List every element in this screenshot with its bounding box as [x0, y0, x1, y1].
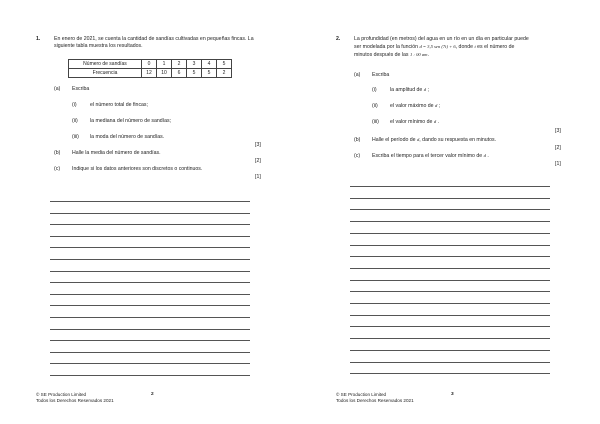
- table-cell: 10: [157, 69, 172, 78]
- part-b-marks: [2]: [255, 158, 261, 164]
- variable-d: d: [435, 103, 438, 108]
- answer-line: [50, 375, 250, 376]
- table-cell: 6: [172, 69, 187, 78]
- table-cell: 5: [217, 60, 232, 69]
- part-ai-text: el número total de fincas;: [90, 102, 148, 108]
- answer-line: [350, 373, 550, 374]
- answer-line: [50, 305, 250, 306]
- part-b-text: Halle la media del número de sandías.: [72, 150, 161, 156]
- answer-line: [350, 350, 550, 351]
- part-b-marks: [2]: [555, 145, 561, 151]
- answer-line: [350, 362, 550, 363]
- part-a-label: (a): [354, 72, 361, 78]
- part-aiii-label: (iii): [372, 119, 379, 125]
- part-a-marks: [3]: [555, 128, 561, 134]
- question-1-number: 1.: [36, 36, 41, 42]
- part-a-label: (a): [54, 86, 61, 92]
- answer-line: [50, 247, 250, 248]
- table-cell: 12: [142, 69, 157, 78]
- answer-line: [350, 198, 550, 199]
- answer-line: [350, 233, 550, 234]
- answer-line: [50, 224, 250, 225]
- intro-text: ser modelada por la función: [354, 44, 419, 50]
- part-aiii-text: [390, 119, 439, 126]
- right-page: [300, 0, 600, 424]
- footer-copyright: © SE Production Limited: [36, 392, 87, 397]
- table-row: [69, 60, 232, 69]
- part-b-label: (b): [54, 150, 61, 156]
- part-aii-text: la mediana del número de sandías;: [90, 118, 172, 124]
- answer-line: [50, 201, 250, 202]
- time-value: 1 : 00 am: [409, 52, 428, 57]
- variable-t: t: [474, 44, 476, 49]
- answer-line: [50, 329, 250, 330]
- table-cell: 5: [202, 69, 217, 78]
- part-ai-label: (i): [72, 102, 77, 108]
- answer-line: [350, 291, 550, 292]
- part-c-label: (c): [54, 166, 61, 172]
- variable-d: d: [417, 137, 420, 142]
- question-2-intro-line1: La profundidad (en metros) del agua en un río en un día en particular puede: [354, 36, 529, 42]
- intro-text: es el número de: [477, 44, 515, 50]
- table-cell: 4: [202, 60, 217, 69]
- intro-text: .: [427, 52, 429, 58]
- text: ;: [438, 103, 441, 109]
- answer-line: [350, 315, 550, 316]
- table-cell: 2: [172, 60, 187, 69]
- answer-line: [50, 271, 250, 272]
- variable-d: d: [423, 87, 427, 92]
- answer-line: [350, 256, 550, 257]
- text: la amplitud de: [390, 87, 423, 93]
- question-2-intro-line2: [354, 44, 514, 51]
- answer-line: [350, 326, 550, 327]
- part-aii-text: [390, 103, 440, 110]
- part-aii-label: (ii): [372, 103, 378, 109]
- footer-rights: Todos los Derechos Reservados 2021: [36, 398, 114, 403]
- footer-rights: Todos los Derechos Reservados 2021: [336, 398, 414, 403]
- page-number: 2: [151, 392, 154, 397]
- part-c-label: (c): [354, 153, 361, 159]
- part-a-text: Escriba: [372, 72, 390, 78]
- part-c-text: Indique si los datos anteriores son discretos o continuos.: [72, 166, 203, 172]
- answer-line: [50, 352, 250, 353]
- text: el valor mínimo de: [390, 119, 433, 125]
- table-cell: 1: [157, 60, 172, 69]
- answer-line: [50, 259, 250, 260]
- answer-line: [350, 338, 550, 339]
- intro-text: minutos después de las: [354, 52, 409, 58]
- part-aii-label: (ii): [72, 118, 78, 124]
- question-2-intro-line3: [354, 52, 429, 59]
- answer-line: [50, 363, 250, 364]
- table-header-frecuencia: Frecuencia: [69, 69, 142, 78]
- part-aiii-text: la moda del número de sandías.: [90, 134, 165, 140]
- table-cell: 2: [217, 69, 232, 78]
- part-a-text: Escriba: [72, 86, 90, 92]
- formula: d = 3,5 sen (7t) + 6: [419, 44, 456, 49]
- text: .: [487, 153, 489, 159]
- answer-line: [350, 280, 550, 281]
- part-aiii-label: (iii): [72, 134, 79, 140]
- part-ai-label: (i): [372, 87, 377, 93]
- frequency-table: [68, 59, 232, 78]
- answer-line: [350, 303, 550, 304]
- intro-text: , donde: [455, 44, 473, 50]
- question-1-intro: En enero de 2021, se cuenta la cantidad de sandías cultivadas en pequeñas fincas. La siguiente tabla muestra los resultados.: [54, 36, 254, 49]
- answer-line: [350, 268, 550, 269]
- text: , dando su respuesta en minutos.: [419, 137, 497, 143]
- answer-line: [50, 213, 250, 214]
- text: Escriba el tiempo para el tercer valor mínimo de: [372, 153, 483, 159]
- answer-line: [350, 209, 550, 210]
- part-b-label: (b): [354, 137, 361, 143]
- part-c-marks: [1]: [255, 174, 261, 180]
- text: el valor máximo de: [390, 103, 434, 109]
- part-c-text: [372, 153, 489, 160]
- variable-d: d: [433, 119, 437, 124]
- part-ai-text: [390, 87, 429, 94]
- footer-copyright: © SE Production Limited: [336, 392, 387, 397]
- part-c-marks: [1]: [555, 161, 561, 167]
- page-number: 3: [451, 392, 454, 397]
- text: ;: [427, 87, 429, 93]
- part-a-marks: [3]: [255, 142, 261, 148]
- answer-line: [50, 294, 250, 295]
- answer-line: [350, 221, 550, 222]
- table-cell: 3: [187, 60, 202, 69]
- variable-d: d: [483, 153, 486, 158]
- text: Halle el período de: [372, 137, 416, 143]
- answer-line: [350, 186, 550, 187]
- table-row: [69, 69, 232, 78]
- table-cell: 5: [187, 69, 202, 78]
- answer-line: [50, 340, 250, 341]
- answer-line: [350, 245, 550, 246]
- part-b-text: [372, 137, 496, 144]
- answer-line: [50, 236, 250, 237]
- answer-line: [50, 282, 250, 283]
- answer-line: [50, 317, 250, 318]
- table-cell: 0: [142, 60, 157, 69]
- table-header-sandias: Número de sandías: [69, 60, 142, 69]
- question-2-number: 2.: [336, 36, 341, 42]
- text: .: [437, 119, 440, 125]
